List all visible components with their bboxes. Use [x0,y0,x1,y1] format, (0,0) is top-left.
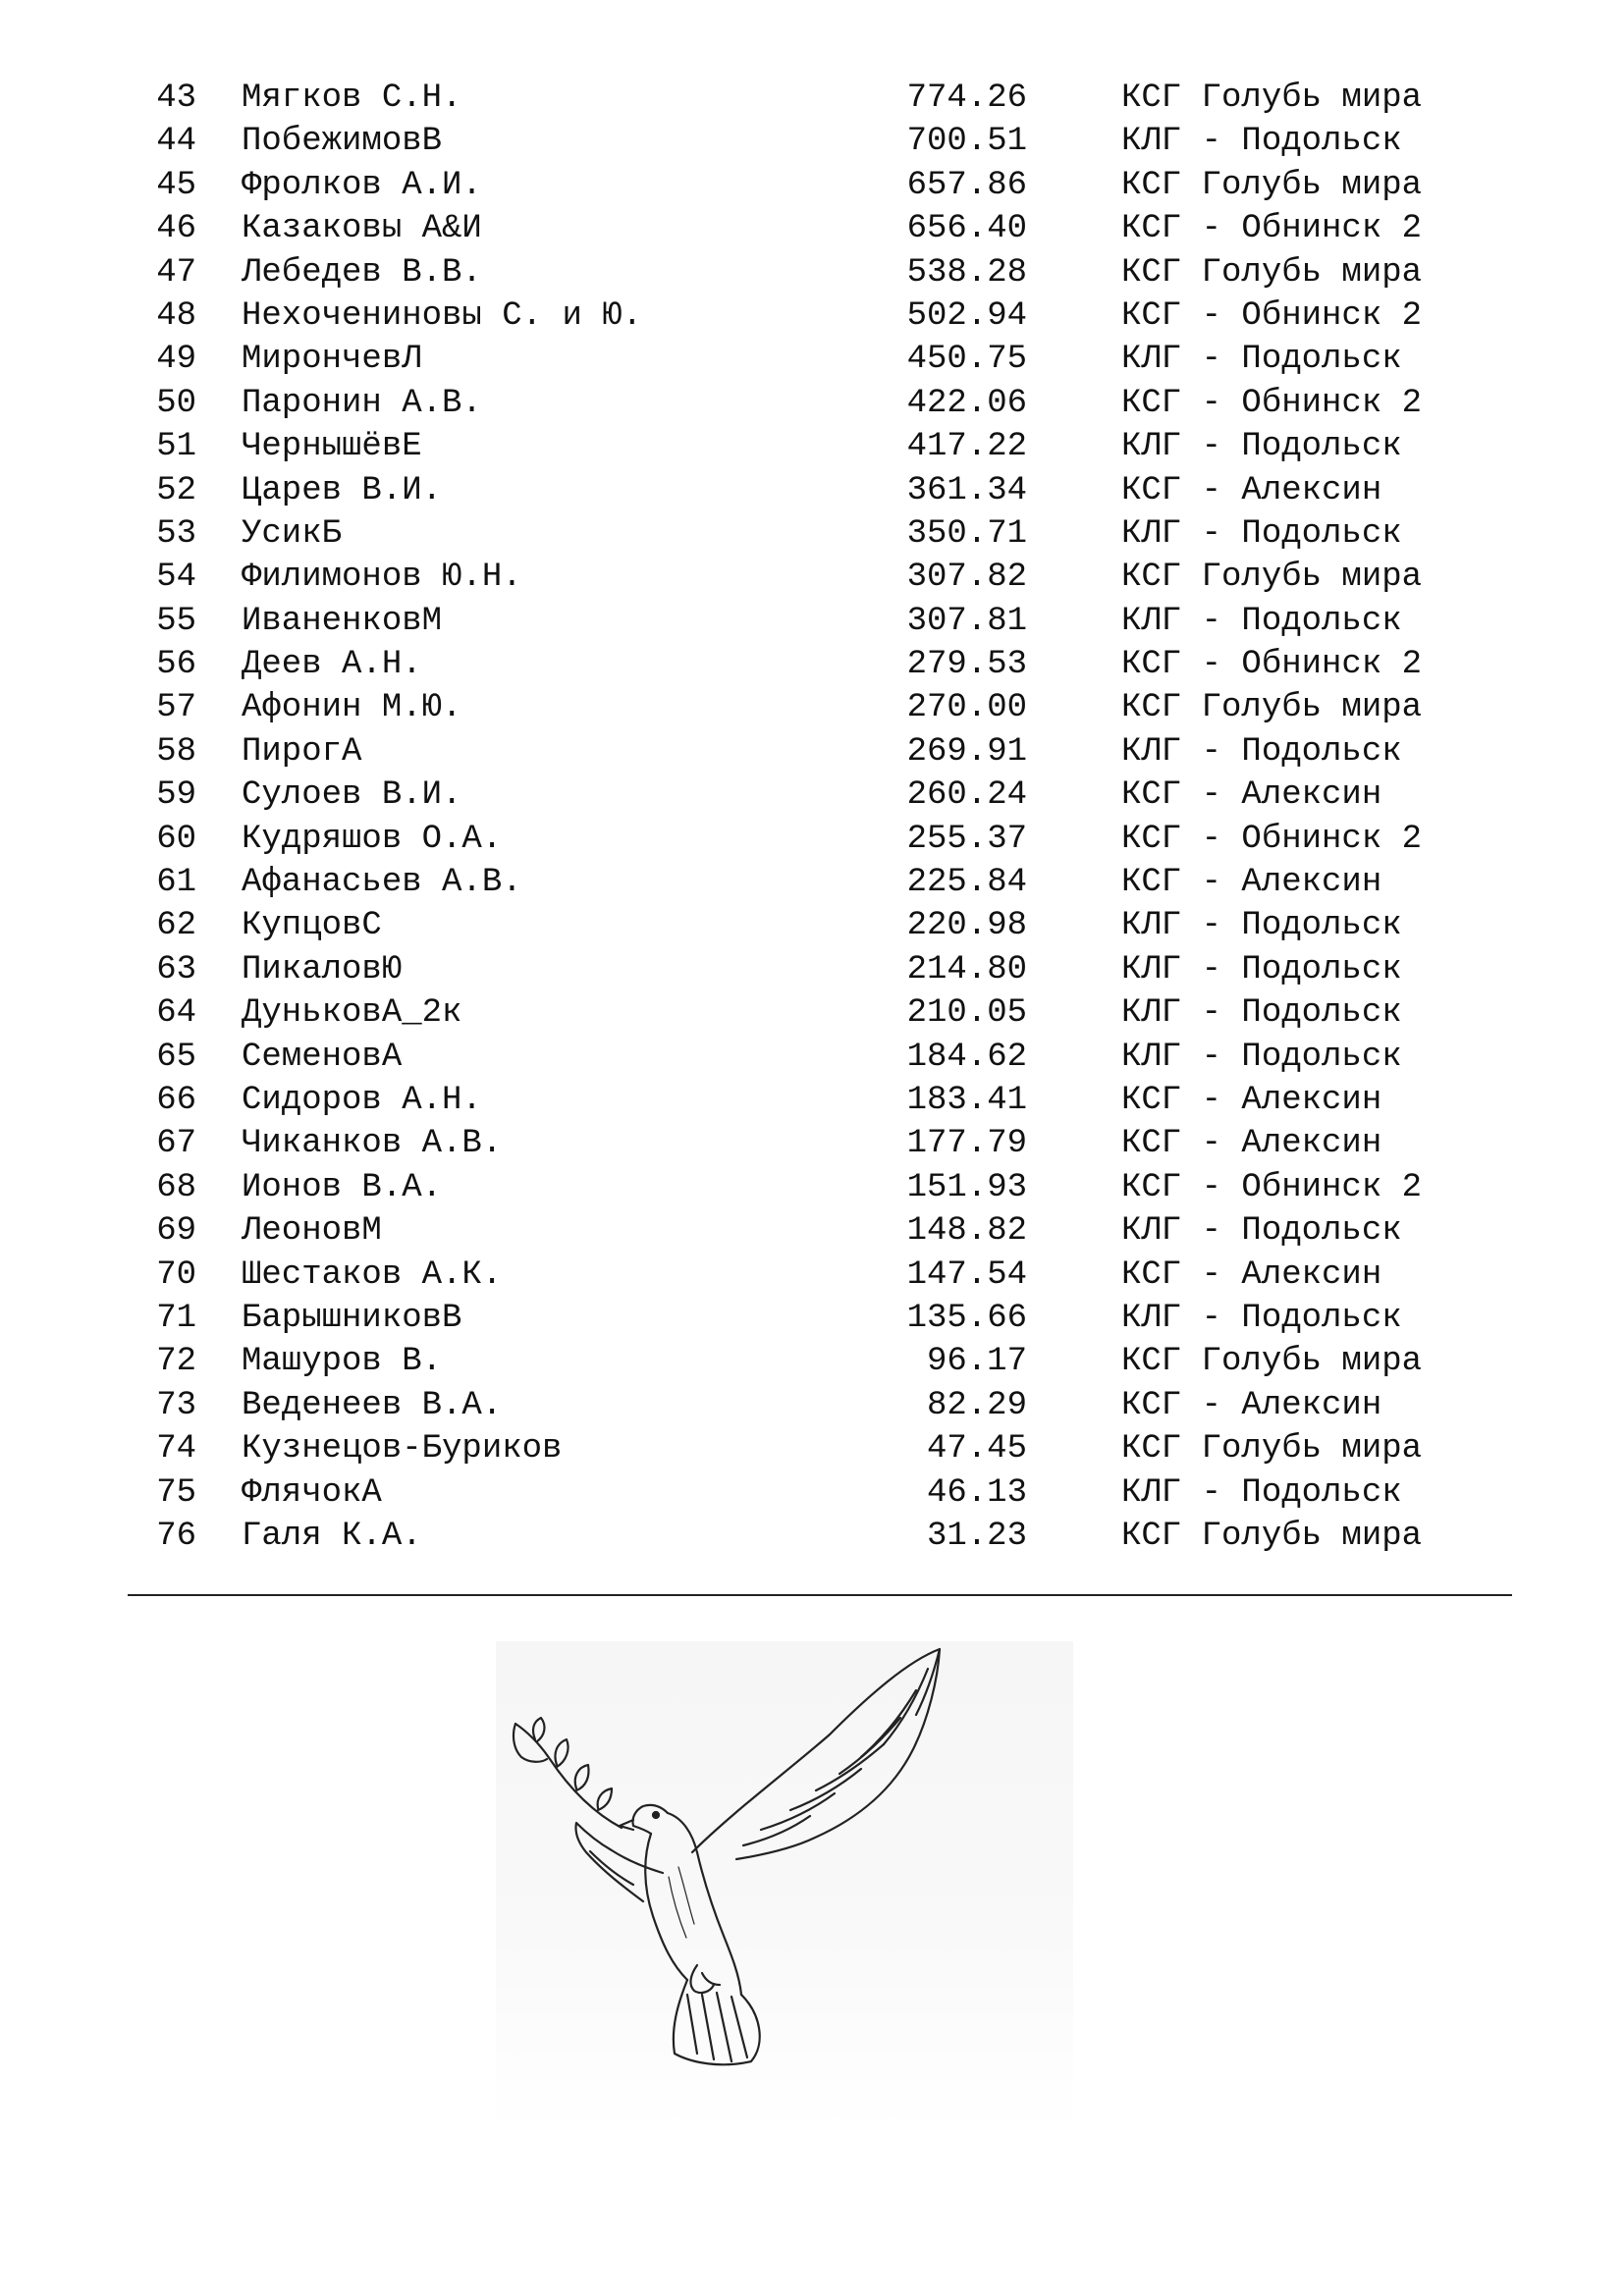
table-row [0,556,1624,599]
place-number: 52 [156,471,196,509]
table-row [0,991,1624,1035]
place-number: 62 [156,907,196,945]
place-number: 51 [156,428,196,466]
club-name: КЛГ - Подольск [1121,994,1402,1033]
table-row [0,469,1624,512]
club-name: КСГ Голубь мира [1121,1517,1423,1555]
participant-name: ЛеоновМ [242,1212,382,1251]
participant-name: Сидоров А.Н. [242,1081,482,1119]
club-name: КСГ Голубь мира [1121,689,1423,727]
participant-name: СеменовА [242,1038,403,1076]
club-name: КСГ - Обнинск 2 [1121,296,1423,335]
place-number: 66 [156,1081,196,1119]
participant-name: Паронин А.В. [242,384,482,422]
score-value: 350.71 [906,514,1027,553]
table-row [0,774,1624,817]
club-name: КСГ - Алексин [1121,1255,1382,1294]
club-name: КЛГ - Подольск [1121,1299,1402,1337]
place-number: 59 [156,776,196,815]
table-row [0,1384,1624,1427]
table-row [0,512,1624,556]
table-row [0,120,1624,163]
participant-name: Галя К.А. [242,1517,422,1555]
table-row [0,818,1624,861]
table-row [0,600,1624,643]
place-number: 55 [156,602,196,640]
participant-name: ФлячокА [242,1473,382,1512]
table-row [0,1427,1624,1470]
table-row [0,1079,1624,1122]
club-name: КСГ - Обнинск 2 [1121,210,1423,248]
table-row [0,251,1624,294]
table-row [0,948,1624,991]
table-row [0,425,1624,468]
participant-name: Деев А.Н. [242,646,422,684]
place-number: 67 [156,1125,196,1163]
participant-name: Машуров В. [242,1343,443,1381]
participant-name: Фролков А.И. [242,166,482,204]
score-value: 700.51 [906,123,1027,161]
club-name: КСГ Голубь мира [1121,1343,1423,1381]
table-row [0,1166,1624,1209]
table-row [0,207,1624,250]
table-row [0,1340,1624,1383]
score-value: 260.24 [906,776,1027,815]
table-row [0,1122,1624,1165]
participant-name: УсикБ [242,514,343,553]
score-value: 96.17 [926,1343,1027,1381]
score-value: 148.82 [906,1212,1027,1251]
place-number: 49 [156,341,196,379]
club-name: КСГ - Обнинск 2 [1121,384,1423,422]
place-number: 73 [156,1386,196,1424]
participant-name: ПикаловЮ [242,950,403,988]
participant-name: Нехочениновы С. и Ю. [242,296,643,335]
score-value: 417.22 [906,428,1027,466]
participant-name: МирончевЛ [242,341,422,379]
table-row [0,1209,1624,1253]
place-number: 63 [156,950,196,988]
table-row [0,294,1624,338]
club-name: КЛГ - Подольск [1121,341,1402,379]
place-number: 43 [156,80,196,117]
place-number: 65 [156,1038,196,1076]
score-value: 47.45 [926,1430,1027,1468]
place-number: 58 [156,732,196,771]
participant-name: Кудряшов О.А. [242,820,503,858]
participant-name: ДуньковА_2к [242,994,462,1033]
score-value: 210.05 [906,994,1027,1033]
club-name: КСГ - Алексин [1121,1081,1382,1119]
place-number: 71 [156,1299,196,1337]
club-name: КЛГ - Подольск [1121,907,1402,945]
dove-illustration [496,1641,1073,2132]
table-row [0,861,1624,904]
club-name: КЛГ - Подольск [1121,1212,1402,1251]
club-name: КЛГ - Подольск [1121,1473,1402,1512]
score-value: 82.29 [926,1386,1027,1424]
score-value: 269.91 [906,732,1027,771]
place-number: 50 [156,384,196,422]
club-name: КСГ - Обнинск 2 [1121,820,1423,858]
table-row [0,77,1624,120]
table-row [0,904,1624,947]
score-value: 135.66 [906,1299,1027,1337]
score-value: 450.75 [906,341,1027,379]
table-row [0,1036,1624,1079]
place-number: 72 [156,1343,196,1381]
table-row [0,1297,1624,1340]
club-name: КСГ - Алексин [1121,471,1382,509]
score-value: 774.26 [906,80,1027,117]
participant-name: ЧернышёвЕ [242,428,422,466]
club-name: КЛГ - Подольск [1121,602,1402,640]
score-value: 151.93 [906,1168,1027,1206]
place-number: 76 [156,1517,196,1555]
place-number: 45 [156,166,196,204]
club-name: КСГ - Алексин [1121,776,1382,815]
place-number: 44 [156,123,196,161]
score-value: 147.54 [906,1255,1027,1294]
participant-name: Афанасьев А.В. [242,864,522,902]
club-name: КСГ - Алексин [1121,1386,1382,1424]
place-number: 69 [156,1212,196,1251]
score-value: 657.86 [906,166,1027,204]
score-value: 255.37 [906,820,1027,858]
table-row [0,643,1624,686]
club-name: КСГ - Обнинск 2 [1121,646,1423,684]
table-row [0,338,1624,381]
club-name: КСГ - Алексин [1121,864,1382,902]
table-row [0,1254,1624,1297]
place-number: 70 [156,1255,196,1294]
table-row [0,382,1624,425]
participant-name: ПобежимовВ [242,123,443,161]
participant-name: Сулоев В.И. [242,776,462,815]
place-number: 68 [156,1168,196,1206]
participant-name: Мягков С.Н. [242,80,462,117]
results-table [0,77,1624,1558]
score-value: 184.62 [906,1038,1027,1076]
place-number: 75 [156,1473,196,1512]
table-row [0,686,1624,729]
table-row [0,164,1624,207]
participant-name: БарышниковВ [242,1299,462,1337]
club-name: КСГ Голубь мира [1121,80,1423,117]
score-value: 270.00 [906,689,1027,727]
participant-name: КупцовС [242,907,382,945]
participant-name: Шестаков А.К. [242,1255,503,1294]
participant-name: Лебедев В.В. [242,253,482,292]
score-value: 177.79 [906,1125,1027,1163]
place-number: 46 [156,210,196,248]
dove-with-olive-branch-icon [496,1641,1073,2132]
score-value: 46.13 [926,1473,1027,1512]
table-row [0,1471,1624,1515]
club-name: КЛГ - Подольск [1121,1038,1402,1076]
club-name: КЛГ - Подольск [1121,732,1402,771]
place-number: 53 [156,514,196,553]
participant-name: Филимонов Ю.Н. [242,559,522,597]
section-divider [128,1594,1512,1596]
score-value: 225.84 [906,864,1027,902]
place-number: 54 [156,559,196,597]
participant-name: Ионов В.А. [242,1168,443,1206]
club-name: КЛГ - Подольск [1121,123,1402,161]
club-name: КСГ - Обнинск 2 [1121,1168,1423,1206]
club-name: КСГ Голубь мира [1121,166,1423,204]
participant-name: Казаковы А&И [242,210,482,248]
score-value: 183.41 [906,1081,1027,1119]
place-number: 64 [156,994,196,1033]
club-name: КСГ Голубь мира [1121,559,1423,597]
place-number: 60 [156,820,196,858]
participant-name: Кузнецов-Буриков [242,1430,563,1468]
score-value: 279.53 [906,646,1027,684]
score-value: 307.82 [906,559,1027,597]
table-row [0,730,1624,774]
club-name: КСГ - Алексин [1121,1125,1382,1163]
score-value: 502.94 [906,296,1027,335]
place-number: 74 [156,1430,196,1468]
score-value: 31.23 [926,1517,1027,1555]
place-number: 61 [156,864,196,902]
participant-name: ИваненковМ [242,602,443,640]
score-value: 656.40 [906,210,1027,248]
score-value: 220.98 [906,907,1027,945]
club-name: КЛГ - Подольск [1121,428,1402,466]
participant-name: Веденеев В.А. [242,1386,503,1424]
participant-name: Царев В.И. [242,471,443,509]
participant-name: Чиканков А.В. [242,1125,503,1163]
club-name: КСГ Голубь мира [1121,253,1423,292]
place-number: 56 [156,646,196,684]
club-name: КЛГ - Подольск [1121,514,1402,553]
club-name: КЛГ - Подольск [1121,950,1402,988]
score-value: 361.34 [906,471,1027,509]
place-number: 47 [156,253,196,292]
club-name: КСГ Голубь мира [1121,1430,1423,1468]
place-number: 48 [156,296,196,335]
score-value: 538.28 [906,253,1027,292]
score-value: 307.81 [906,602,1027,640]
participant-name: ПирогА [242,732,362,771]
place-number: 57 [156,689,196,727]
table-row [0,1515,1624,1558]
participant-name: Афонин М.Ю. [242,689,462,727]
score-value: 422.06 [906,384,1027,422]
score-value: 214.80 [906,950,1027,988]
